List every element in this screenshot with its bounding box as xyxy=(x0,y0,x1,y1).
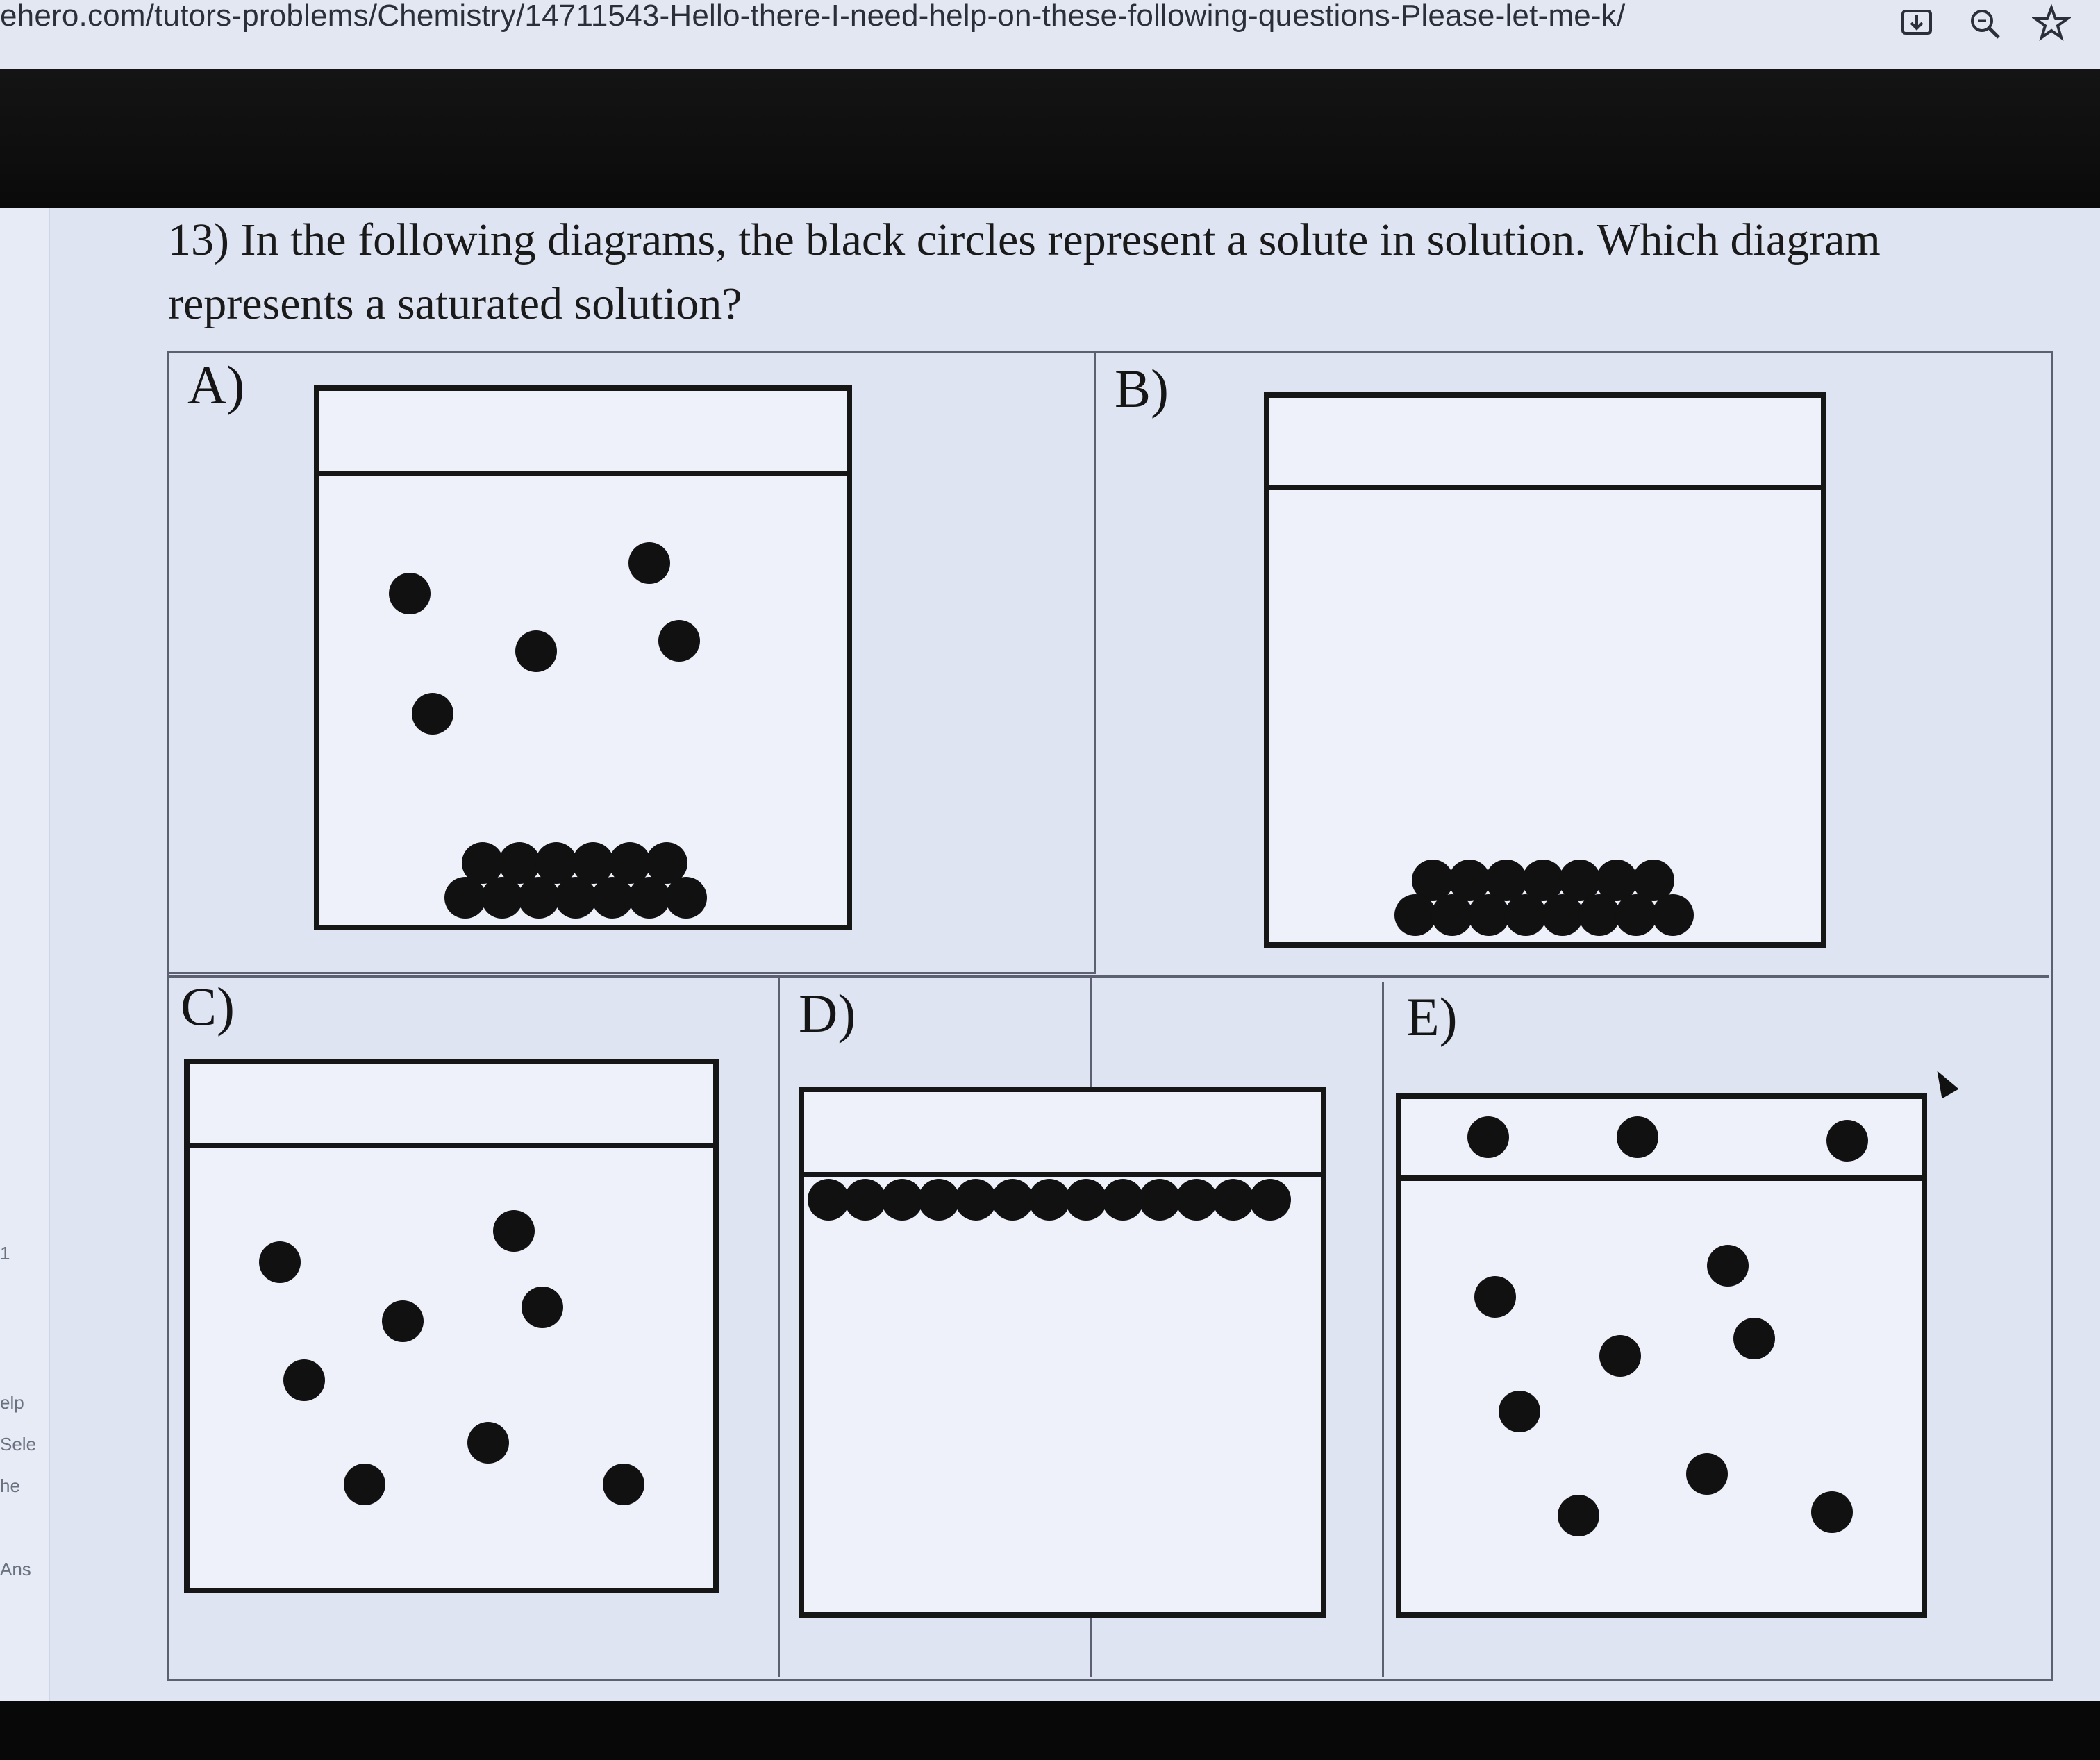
beaker-e[interactable] xyxy=(1396,1093,1927,1618)
solute-particle xyxy=(1249,1179,1291,1221)
solute-particle xyxy=(515,630,557,672)
solute-particle xyxy=(1028,1179,1070,1221)
solute-particle xyxy=(1065,1179,1107,1221)
solute-particle xyxy=(1102,1179,1144,1221)
question-number: 13) xyxy=(168,215,229,265)
beaker-b[interactable] xyxy=(1264,392,1826,948)
cell-divider xyxy=(778,975,780,1677)
solute-particle xyxy=(522,1287,563,1328)
solute-particle xyxy=(412,693,453,735)
solute-particle xyxy=(1826,1120,1868,1162)
install-icon[interactable] xyxy=(1899,4,1938,43)
question-text xyxy=(168,208,1974,336)
solute-particle xyxy=(1505,894,1547,936)
url-field[interactable]: ehero.com/tutors-problems/Chemistry/14711543-Hello-there-I-need-help-on-these-following-questions-Please-let-me-k/ xyxy=(0,0,1626,33)
solute-particle xyxy=(493,1210,535,1252)
solute-particle xyxy=(1558,1495,1599,1536)
solute-particle xyxy=(1615,894,1657,936)
solute-particle xyxy=(283,1359,325,1401)
solute-particle xyxy=(1468,894,1510,936)
solute-particle xyxy=(628,877,670,919)
solute-particle xyxy=(1542,894,1583,936)
solute-particle xyxy=(1467,1116,1509,1158)
solute-particle xyxy=(1499,1391,1540,1432)
solute-particle xyxy=(1212,1179,1254,1221)
option-b-label[interactable]: B) xyxy=(1115,358,1169,419)
solute-particle xyxy=(467,1422,509,1464)
option-e-label[interactable]: E) xyxy=(1406,987,1458,1047)
solute-particle xyxy=(992,1179,1033,1221)
beaker-a[interactable] xyxy=(314,385,852,930)
solute-particle xyxy=(1139,1179,1181,1221)
solute-particle xyxy=(382,1300,424,1342)
solute-particle xyxy=(518,877,560,919)
solute-particle xyxy=(628,542,670,584)
liquid-surface xyxy=(804,1172,1321,1177)
solute-particle xyxy=(1733,1318,1775,1359)
gutter-text: Sele xyxy=(0,1434,37,1455)
solute-particle xyxy=(658,620,700,662)
question-body: In the following diagrams, the black circles represent a solute in solution. Which diagram represents a saturated solution? xyxy=(168,215,1881,329)
monitor-bezel-top xyxy=(0,69,2100,212)
beaker-c[interactable] xyxy=(184,1059,719,1593)
zoom-icon[interactable] xyxy=(1965,4,2004,43)
solute-particle xyxy=(918,1179,960,1221)
solute-particle xyxy=(389,573,431,614)
gutter-text: Ans xyxy=(0,1559,31,1579)
liquid-surface xyxy=(1401,1175,1922,1181)
solute-particle xyxy=(555,877,597,919)
solute-particle xyxy=(1811,1491,1853,1533)
row-divider xyxy=(167,975,2049,978)
bookmark-star-icon[interactable] xyxy=(2032,4,2071,43)
solute-particle xyxy=(481,877,523,919)
liquid-surface xyxy=(1269,485,1821,490)
browser-address-bar xyxy=(0,0,2100,69)
solute-particle xyxy=(955,1179,997,1221)
beaker-d[interactable] xyxy=(799,1087,1326,1618)
solute-particle xyxy=(844,1179,886,1221)
liquid-surface xyxy=(319,471,847,476)
solute-particle xyxy=(1394,894,1436,936)
solute-particle xyxy=(1474,1276,1516,1318)
gutter-text: he xyxy=(0,1475,20,1496)
monitor-bezel-bottom xyxy=(0,1701,2100,1760)
solute-particle xyxy=(1578,894,1620,936)
solute-particle xyxy=(603,1464,644,1505)
solute-particle xyxy=(1599,1335,1641,1377)
solute-particle xyxy=(592,877,633,919)
liquid-surface xyxy=(190,1143,713,1148)
gutter-text: elp xyxy=(0,1392,24,1413)
option-a-label[interactable]: A) xyxy=(188,355,245,415)
solute-particle xyxy=(444,877,486,919)
solute-particle xyxy=(1431,894,1473,936)
solute-particle xyxy=(881,1179,923,1221)
option-c-label[interactable]: C) xyxy=(181,976,235,1037)
solute-particle xyxy=(259,1241,301,1283)
solute-particle xyxy=(344,1464,385,1505)
solute-particle xyxy=(665,877,707,919)
solute-particle xyxy=(1652,894,1694,936)
solute-particle xyxy=(808,1179,849,1221)
solute-particle xyxy=(1707,1245,1749,1287)
option-d-label[interactable]: D) xyxy=(799,983,856,1044)
gutter-text: 1 xyxy=(0,1243,10,1264)
cell-divider xyxy=(1382,982,1384,1677)
solute-particle xyxy=(1176,1179,1217,1221)
solute-particle xyxy=(1617,1116,1658,1158)
solute-particle xyxy=(1686,1453,1728,1495)
left-sidebar-fragment xyxy=(0,208,50,1704)
